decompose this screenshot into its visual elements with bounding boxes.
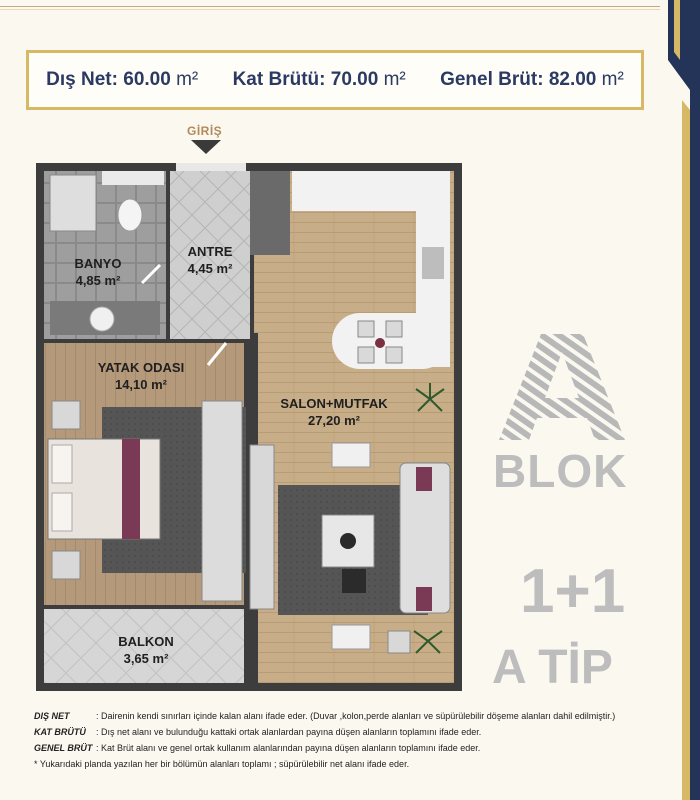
room-banyo-name: BANYO bbox=[74, 256, 122, 271]
kat-brutu-unit: m² bbox=[383, 69, 406, 90]
top-rule-secondary bbox=[0, 9, 660, 10]
area-summary-box bbox=[26, 50, 644, 110]
dis-net-value: 60.00 bbox=[123, 69, 171, 90]
room-salon-mutfak bbox=[264, 395, 404, 429]
legend-row-dis-net bbox=[34, 708, 664, 724]
area-definitions-legend bbox=[34, 708, 664, 772]
room-balkon-area: 3,65 m² bbox=[123, 651, 169, 666]
genel-brut-unit: m² bbox=[601, 69, 624, 90]
room-banyo-area: 4,85 m² bbox=[75, 273, 121, 288]
legend-desc: : Dairenin kendi sınırları içinde kalan alanı ifade eder. (Duvar ,kolon,perde alanları ve süpürülebilir döşeme alanları dahil edilmiştir.) bbox=[96, 711, 616, 721]
unit-type-name: A TİP bbox=[492, 641, 613, 694]
genel-brut-label: Genel Brüt: bbox=[440, 69, 544, 90]
block-letter: A bbox=[561, 432, 563, 433]
room-antre-area: 4,45 m² bbox=[187, 261, 233, 276]
genel-brut-value: 82.00 bbox=[548, 69, 597, 90]
room-balkon-name: BALKON bbox=[118, 634, 174, 649]
room-salon-mutfak-area: 27,20 m² bbox=[307, 413, 361, 428]
decorative-band bbox=[660, 0, 700, 800]
room-banyo bbox=[58, 255, 138, 289]
kat-brutu-summary bbox=[233, 69, 406, 91]
block-letter-graphic bbox=[497, 332, 627, 447]
floor-plan bbox=[36, 163, 462, 691]
entrance-arrow-icon bbox=[191, 140, 221, 154]
legend-row-genel-brut bbox=[34, 740, 664, 756]
genel-brut-summary bbox=[440, 69, 624, 91]
legend-desc: : Dış net alanı ve bulunduğu kattaki ortak alanlardan payına düşen alanların toplamını ifade eder. bbox=[96, 727, 482, 737]
block-word: BLOK bbox=[493, 445, 628, 497]
legend-row-kat-brutu bbox=[34, 724, 664, 740]
legend-footnote: * Yukarıdaki planda yazılan her bir bölümün alanları toplamı ; süpürülebilir net alanı ifade eder. bbox=[34, 759, 410, 769]
room-antre bbox=[170, 243, 250, 277]
unit-type-number: 1+1 bbox=[520, 557, 626, 626]
room-yatak-odasi-name: YATAK ODASI bbox=[97, 360, 185, 375]
dis-net-summary bbox=[46, 69, 198, 91]
legend-term: GENEL BRÜT bbox=[34, 743, 93, 753]
legend-term: DIŞ NET bbox=[34, 711, 70, 721]
room-antre-name: ANTRE bbox=[187, 244, 233, 259]
room-yatak-odasi bbox=[76, 359, 206, 393]
kat-brutu-label: Kat Brütü: bbox=[232, 69, 326, 90]
dis-net-unit: m² bbox=[176, 69, 199, 90]
legend-desc: : Kat Brüt alanı ve genel ortak kullanım alanlarından payına düşen alanların toplamını ifade eder. bbox=[96, 743, 481, 753]
room-balkon bbox=[96, 633, 196, 667]
kat-brutu-value: 70.00 bbox=[330, 69, 379, 90]
dis-net-label: Dış Net: bbox=[46, 69, 118, 90]
legend-term: KAT BRÜTÜ bbox=[34, 727, 86, 737]
entrance-label: GİRİŞ bbox=[187, 124, 223, 138]
top-rule bbox=[0, 6, 660, 7]
room-salon-mutfak-name: SALON+MUTFAK bbox=[280, 396, 388, 411]
room-yatak-odasi-area: 14,10 m² bbox=[114, 377, 168, 392]
